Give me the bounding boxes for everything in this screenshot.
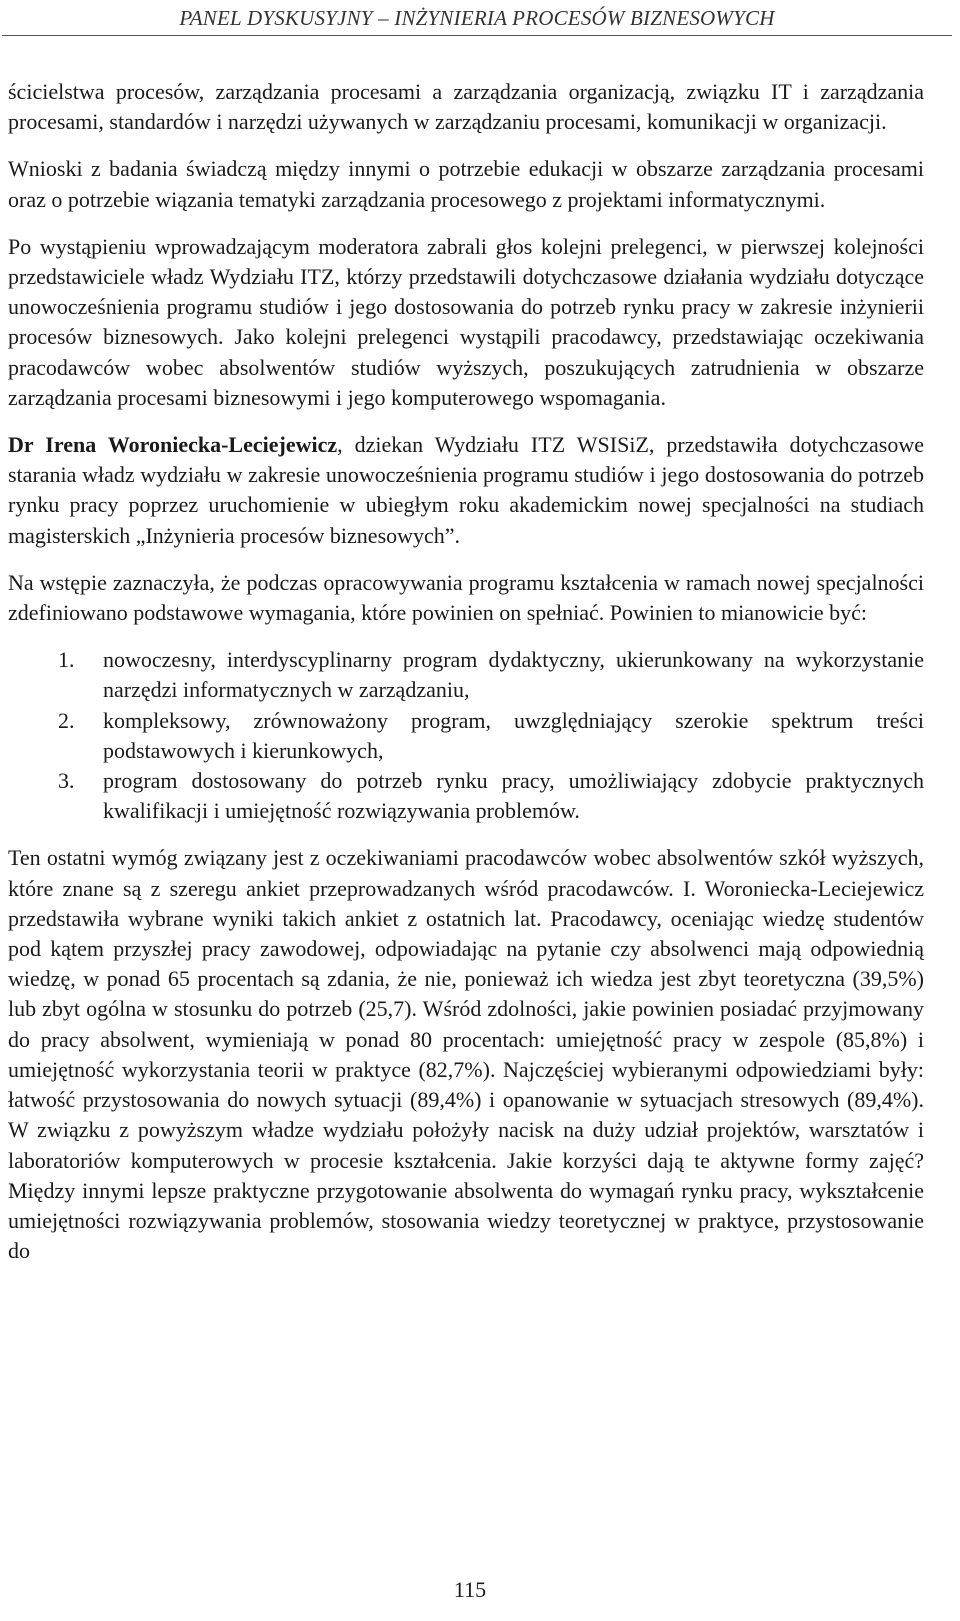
speaker-name: Dr Irena Woroniecka-Leciejewicz	[8, 432, 338, 458]
body-text	[8, 77, 924, 1266]
paragraph-1: ścicielstwa procesów, zarządzania procesami a zarządzania organizacją, związku IT i zarządzania procesami, standardów i narzędzi używanych w zarządzaniu procesami, komunikacji w organizacji.	[8, 79, 924, 135]
requirements-list	[8, 645, 924, 826]
list-item-text: nowoczesny, interdyscyplinarny program dydaktyczny, ukierunkowany na wykorzystanie narzędzi informatycznych w zarządzaniu,	[103, 647, 924, 703]
list-item	[8, 645, 924, 705]
paragraph-2: Wnioski z badania świadczą między innymi o potrzebie edukacji w obszarze zarządzania procesami oraz o potrzebie wiązania tematyki zarządzania procesowego z projektami informatycznymi.	[8, 156, 924, 212]
paragraph-3: Po wystąpieniu wprowadzającym moderatora zabrali głos kolejni prelegenci, w pierwszej kolejności przedstawiciele władz Wydziału ITZ, którzy przedstawili dotychczasowe działania wydziału dotyczące unowocześnienia programu studiów i jego dostosowania do potrzeb rynku pracy w zakresie inżynierii procesów biznesowych. Jako kolejni prelegenci wystąpili pracodawcy, przedstawiając oczekiwania pracodawców wobec absolwentów studiów wyższych, poszukujących zatrudnienia w obszarze zarządzania procesami biznesowymi i jego komputerowego wspomagania.	[8, 233, 924, 410]
list-item-number: 2.	[58, 707, 75, 733]
list-item-number: 3.	[58, 768, 75, 794]
paragraph-4	[8, 430, 924, 551]
list-item-number: 1.	[58, 647, 75, 673]
page-number: 115	[453, 1577, 487, 1602]
paragraph-6: Ten ostatni wymóg związany jest z oczekiwaniami pracodawców wobec absolwentów szkół wyższych, które znane są z szeregu ankiet przeprowadzanych wśród pracodawców. I. Woroniecka-Leciejewicz przedstawiła wybrane wyniki takich ankiet z ostatnich lat. Pracodawcy, oceniając wiedzę studentów pod kątem przyszłej pracy zawodowej, odpowiadając na pytanie czy absolwenci mają odpowiednią wiedzę, w ponad 65 procentach są zdania, że nie, ponieważ ich wiedza jest zbyt teoretyczna (39,5%) lub zbyt ogólna w stosunku do potrzeb (25,7). Wśród zdolności, jakie powinien posiadać przyjmowany do pracy absolwent, wymieniają w ponad 80 procentach: umiejętność pracy w zespole (85,8%) i umiejętność wykorzystania teorii w praktyce (82,7%). Najczęściej wybieranymi odpowiedziami były: łatwość przystosowania do nowych sytuacji (89,4%) i opanowanie w sytuacjach stresowych (89,4%). W związku z powyższym władze wydziału położyły nacisk na duży udział projektów, warsztatów i laboratoriów komputerowych w procesie kształcenia. Jakie korzyści dają te aktywne formy zajęć? Między innymi lepsze praktyczne przygotowanie absolwenta do wymagań rynku pracy, wykształcenie umiejętności rozwiązywania problemów, stosowania wiedzy teoretycznej w praktyce, przystosowanie do	[8, 845, 924, 1264]
list-item-text: program dostosowany do potrzeb rynku pracy, umożliwiający zdobycie praktycznych kwalifikacji i umiejętność rozwiązywania problemów.	[103, 768, 924, 824]
paragraph-4-text: , dziekan Wydziału ITZ WSISiZ, przedstawiła dotychczasowe starania władz wydziału w zakresie unowocześnienia programu studiów i jego dostosowania do potrzeb rynku pracy poprzez uruchomienie w ubiegłym roku akademickim nowej specjalności na studiach magisterskich „Inżynieria procesów biznesowych”.	[8, 432, 924, 548]
running-header: PANEL DYSKUSYJNY – INŻYNIERIA PROCESÓW BIZNESOWYCH	[2, 0, 952, 36]
paragraph-5: Na wstępie zaznaczyła, że podczas opracowywania programu kształcenia w ramach nowej specjalności zdefiniowano podstawowe wymagania, które powinien on spełniać. Powinien to mianowicie być:	[8, 569, 924, 626]
list-item	[8, 766, 924, 826]
list-item-text: kompleksowy, zrównoważony program, uwzględniający szerokie spektrum treści podstawowych i kierunkowych,	[103, 707, 924, 763]
list-item	[8, 706, 924, 766]
